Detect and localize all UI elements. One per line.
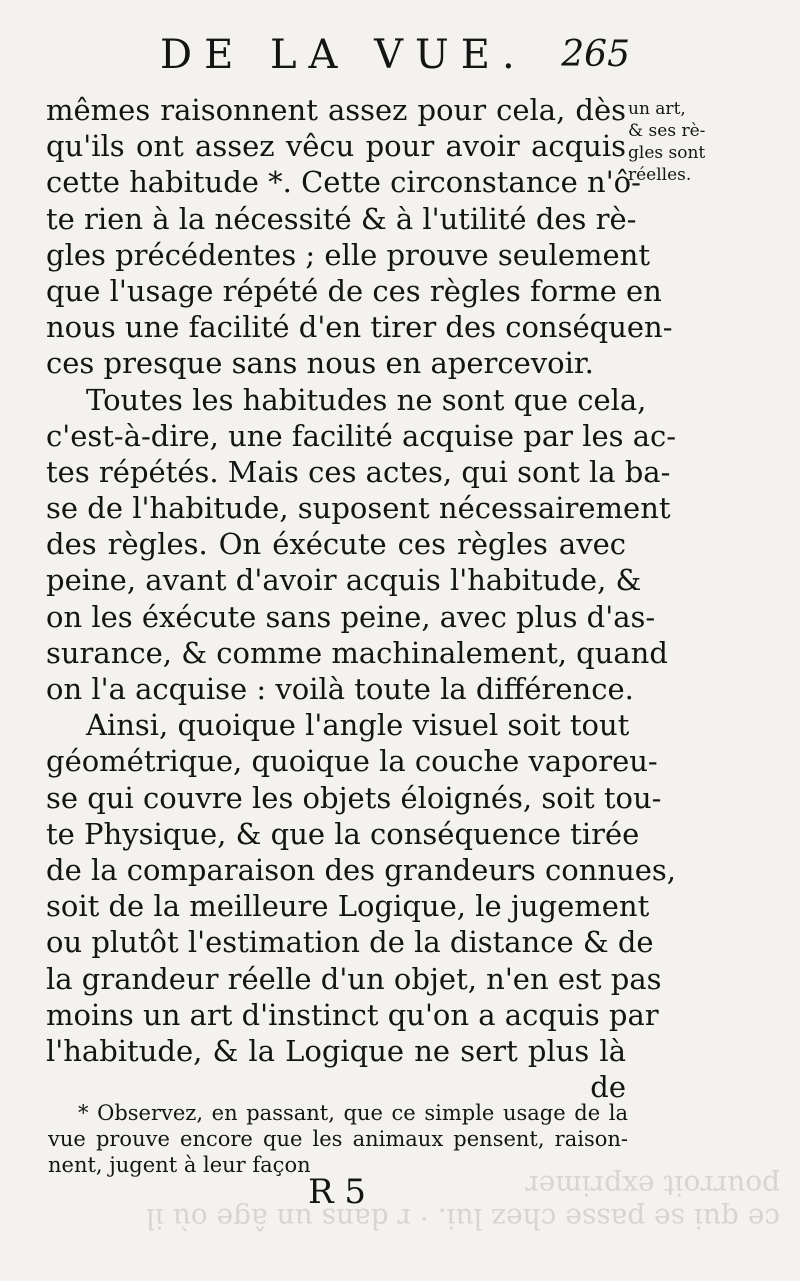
text-line: qu'ils ont assez vêcu pour avoir acquis [46, 129, 626, 164]
footnote-line: * Observez, en passant, que ce simple usage de la [78, 1101, 628, 1125]
text-line: cette habitude *. Cette circonstance n'ô- [46, 165, 641, 200]
text-line: te Physique, & que la conséquence tirée [46, 816, 640, 851]
signature-mark: R 5 [308, 1172, 367, 1212]
text-line: gles précédentes ; elle prouve seulement [46, 237, 650, 272]
text-line: la grandeur réelle d'un objet, n'en est pas [46, 961, 662, 996]
text-line: te rien à la nécessité & à l'utilité des rè- [46, 201, 637, 236]
bleed-through-text: ce qui se passe chez lui. · r dans un âge où il pourroit exprimer [145, 1169, 780, 1235]
margin-note-line: un art, [628, 99, 686, 119]
text-line: des règles. On éxécute ces règles avec [46, 527, 626, 562]
text-line: se de l'habitude, suposent nécessairement [46, 491, 671, 526]
text-line: Toutes les habitudes ne sont que cela, [86, 382, 647, 417]
catchword: de [590, 1070, 626, 1105]
text-line: de la comparaison des grandeurs connues, [46, 852, 677, 887]
text-line: nous une facilité d'en tirer des conséquen- [46, 310, 673, 345]
text-line: c'est-à-dire, une facilité acquise par les ac- [46, 418, 677, 453]
text-line: se qui couvre les objets éloignés, soit tou- [46, 780, 662, 815]
margin-note-line: & ses rè- [628, 121, 706, 141]
text-line: surance, & comme machinalement, quand [46, 635, 668, 670]
text-line: que l'usage répété de ces règles forme en [46, 273, 662, 308]
footnote-line: vue prouve encore que les animaux pensent, raison- [48, 1127, 628, 1151]
page-number: 265 [561, 34, 630, 75]
text-line: on l'a acquise : voilà toute la différence. [46, 672, 634, 706]
running-title: DE LA VUE. [160, 32, 527, 78]
text-line: soit de la meilleure Logique, le jugement [46, 889, 650, 924]
text-line: Ainsi, quoique l'angle visuel soit tout [86, 708, 630, 743]
text-line: ces presque sans nous en apercevoir. [46, 346, 594, 381]
margin-note-line: réelles. [628, 165, 692, 185]
page-header [140, 30, 630, 80]
margin-note-line: gles sont [628, 143, 706, 163]
text-line: tes répétés. Mais ces actes, qui sont la ba- [46, 454, 671, 489]
margin-note [628, 98, 798, 186]
footnote-line: nent, jugent à leur façon [48, 1153, 311, 1177]
text-line: ou plutôt l'estimation de la distance & de [46, 925, 654, 960]
text-line: on les éxécute sans peine, avec plus d'as- [46, 599, 656, 634]
footnote [48, 1100, 628, 1178]
text-line: peine, avant d'avoir acquis l'habitude, & [46, 563, 642, 598]
text-line: l'habitude, & la Logique ne sert plus là [46, 1033, 626, 1068]
text-line: géométrique, quoique la couche vaporeu- [46, 744, 658, 779]
text-line: mêmes raisonnent assez pour cela, dès [46, 93, 626, 127]
text-line: moins un art d'instinct qu'on a acquis par [46, 997, 659, 1032]
